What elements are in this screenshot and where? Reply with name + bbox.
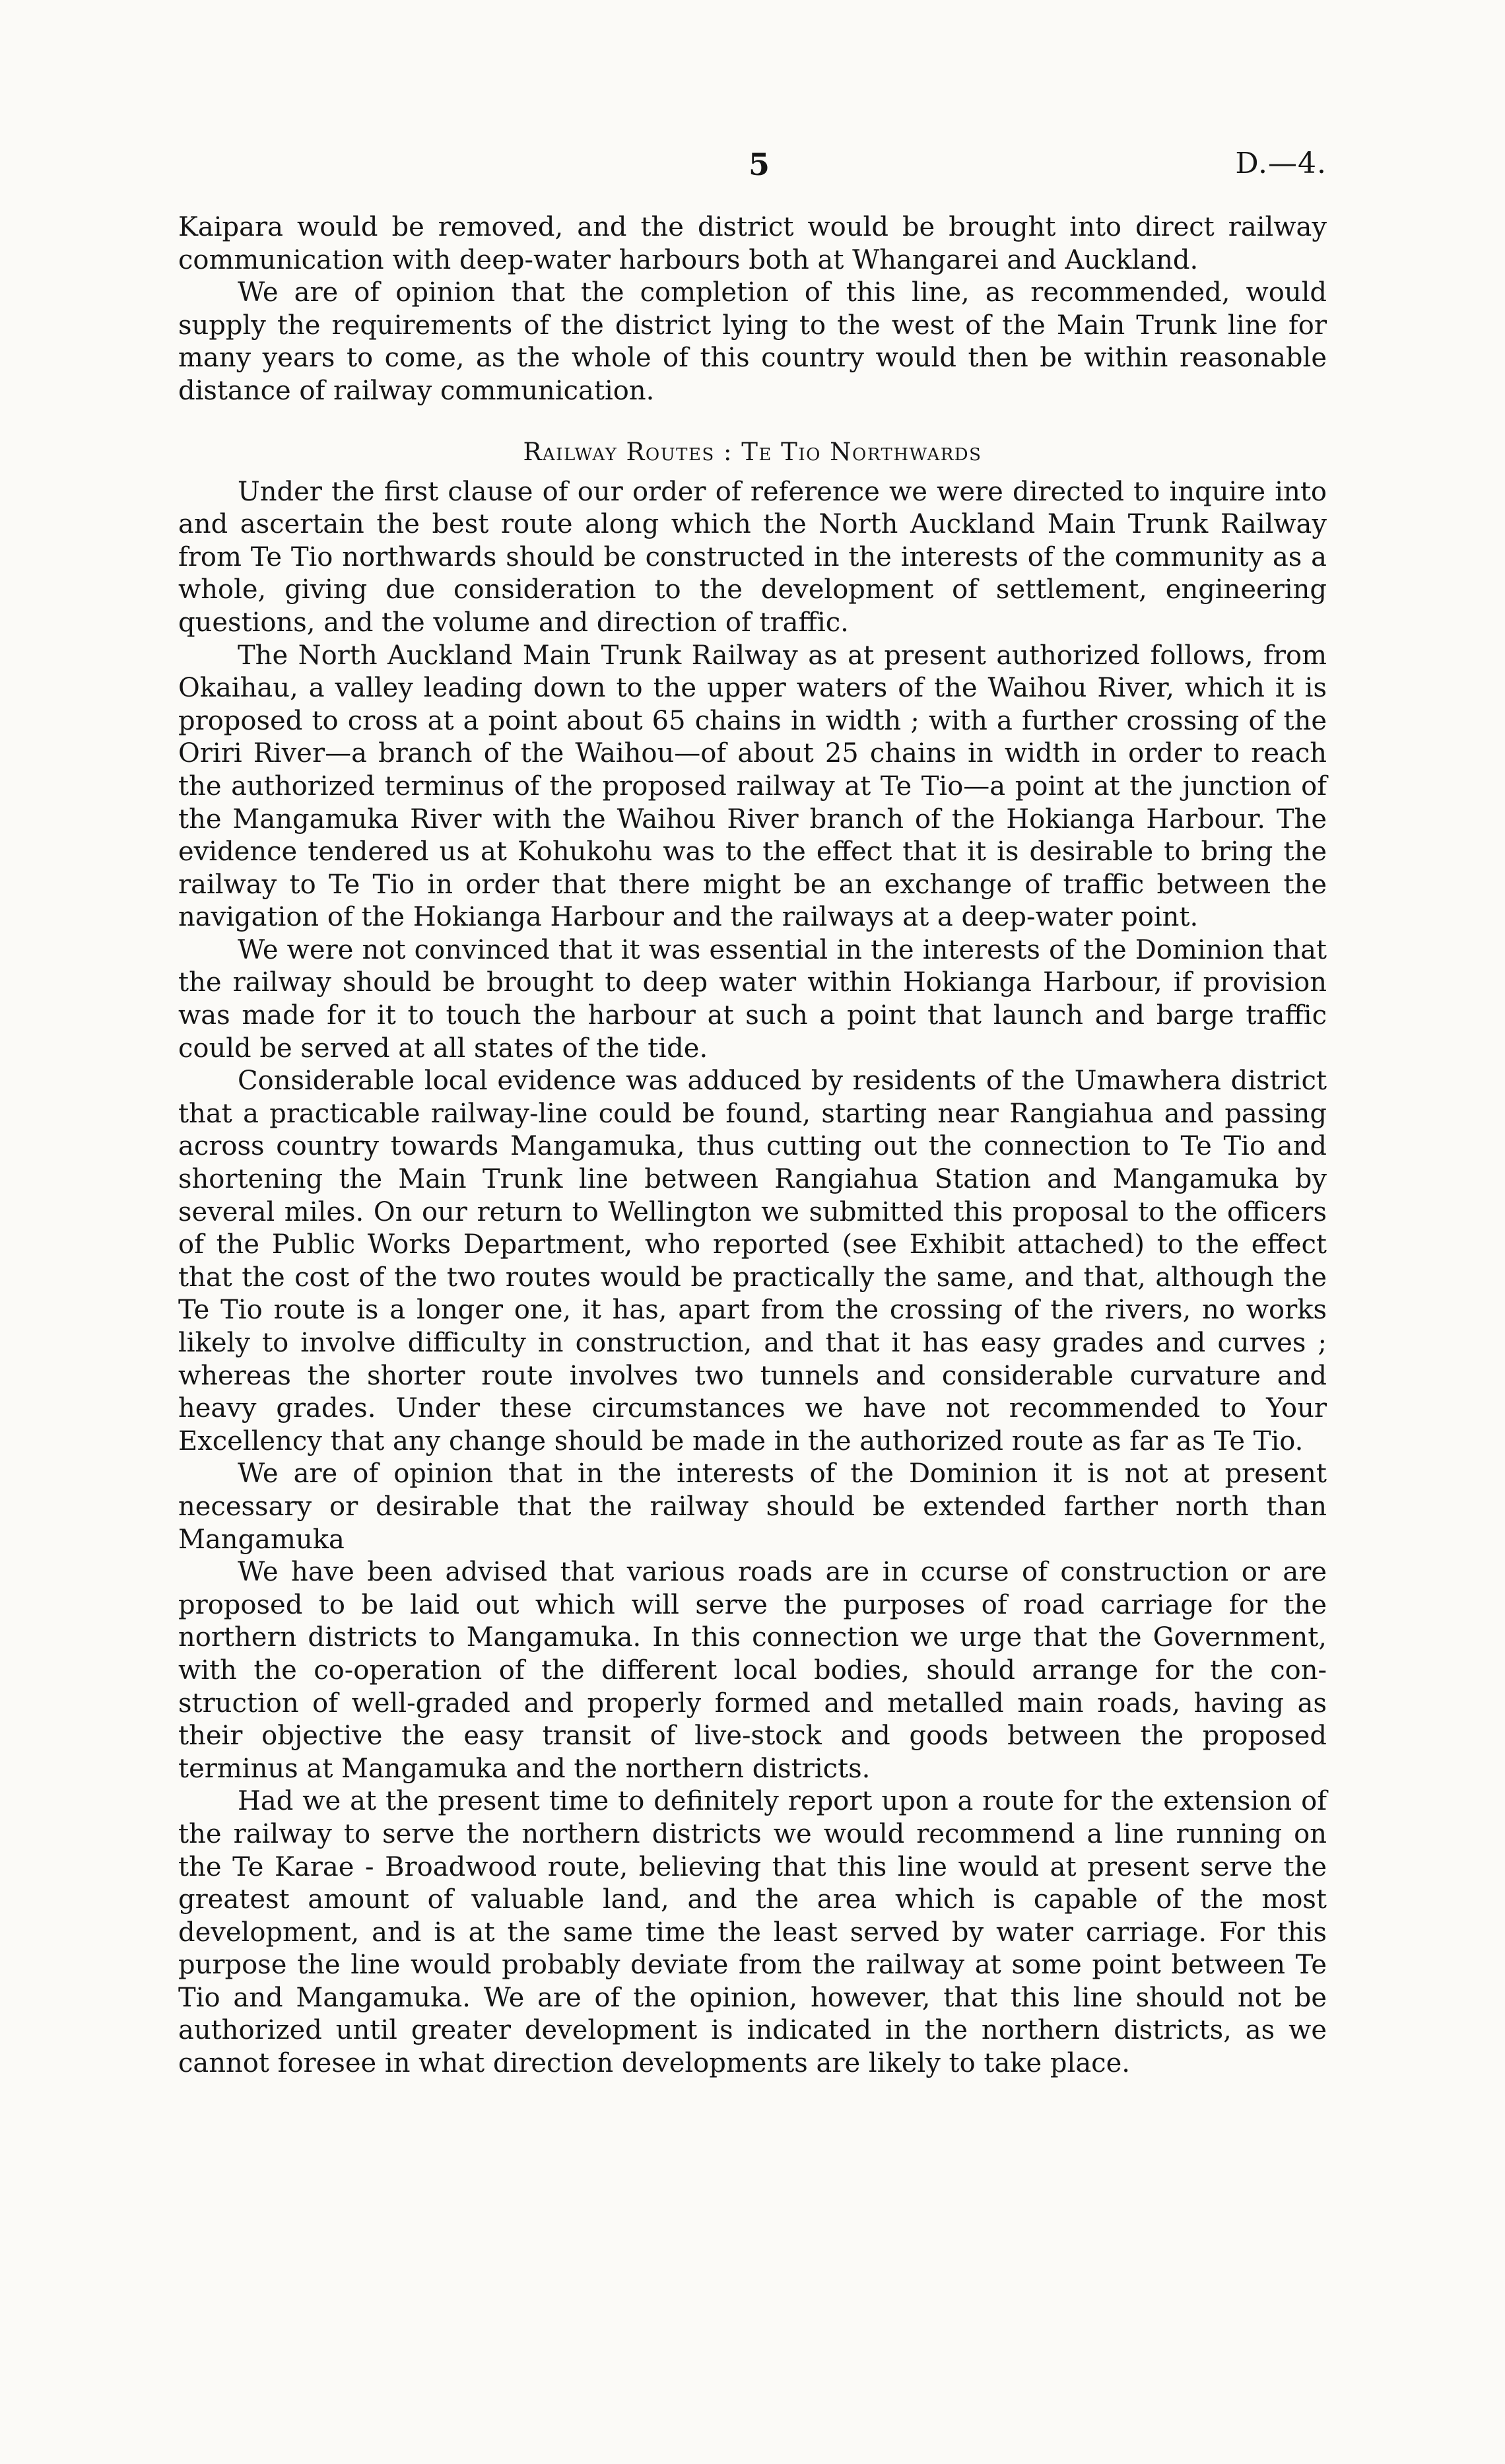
paragraph-deep-water: We were not convinced that it was essential in the interests of the Dominion that the railway should be brought to deep water within Hokianga Harbour, if provision was made for it to touch the harbour at such a point that launch and barge traffic could be served at all states of the tide.: [178, 934, 1327, 1064]
paragraph-roads: We have been advised that various roads are in ccurse of construction or are proposed to be laid out which will serve the purposes of road carriage for the northern districts to Mangamuka. In this connection we urge that the Government, with the co-operation of the different local bodies, should arrange for the construction of well-graded and properly formed and metalled main roads, having as their objective the easy transit of live-stock and goods between the proposed terminus at Mangamuka and the northern districts.: [178, 1557, 1327, 1784]
continuation-paragraph: Kaipara would be removed, and the district would be brought into direct railway communication with deep-water harbours both at Whangarei and Auckland.: [178, 212, 1327, 275]
paragraph-umawhera-evidence: Considerable local evidence was adduced by residents of the Umawhera district that a practicable railway-line could be found, starting near Rangiahua and passing across country towards Mangamuka, thus cutting out the connection to Te Tio and shortening the Main Trunk line between Rangiahua Station and Mangamuka by several miles. On our return to Wellington we submitted this proposal to the officers of the Public Works Department, who reported (see Exhibit attached) to the effect that the cost of the two routes would be practically the same, and that, although the Te Tio route is a longer one, it has, apart from the crossing of the rivers, no works likely to involve difficulty in construction, and that it has easy grades and curves ; whereas the shorter route involves two tunnels and considerable curvature and heavy grades. Under these circumstances we have not recommended to Your Excellency that any change should be made in the authorized route as far as Te Tio.: [178, 1066, 1327, 1456]
paragraph-future-route: Had we at the present time to definitely report upon a route for the extension of the railway to serve the northern districts we would recommend a line running on the Te Karae - Broadwood route, believing that this line would at present serve the greatest amount of valuable land, and the area which is capable of the most development, and is at the same time the least served by water carriage. For this purpose the line would probably deviate from the railway at some point between Te Tio and Mangamuka. We are of the opinion, however, that this line should not be authorized until greater development is indicated in the northern districts, as we cannot foresee in what direction developments are likely to take place.: [178, 1786, 1327, 2079]
paragraph-extension-opinion: We are of opinion that in the interests of the Dominion it is not at present necessary or desirable that the railway should be extended farther north than Mangamuka: [178, 1458, 1327, 1555]
paragraph-authorized-route: The North Auckland Main Trunk Railway as at present authorized follows, from Okaihau, a valley leading down to the upper waters of the Waihou River, which it is proposed to cross at a point about 65 chains in width ; with a further crossing of the Oriri River—a branch of the Waihou—of about 25 chains in width in order to reach the authorized terminus of the proposed railway at Te Tio—a point at the junction of the Mangamuka River with the Waihou River branch of the Hokianga Harbour. The evidence tendered us at Kohukohu was to the effect that it is desirable to bring the railway to Te Tio in order that there might be an exchange of traffic between the navigation of the Hokianga Harbour and the railways at a deep-water point.: [178, 640, 1327, 933]
body-text: [178, 211, 1327, 2080]
document-reference: D.—4.: [1235, 147, 1327, 180]
page-number: 5: [748, 147, 770, 182]
section-heading: Railway Routes : Te Tio Northwards: [523, 437, 982, 466]
paragraph-order-of-reference: Under the first clause of our order of reference we were directed to inquire into and ascertain the best route along which the North Auckland Main Trunk Railway from Te Tio northwards should be constructed in the interests of the community as a whole, giving due consideration to the development of settlement, engineering questions, and the volume and direction of traffic.: [178, 476, 1327, 638]
paragraph-main-trunk-requirements: We are of opinion that the completion of this line, as recommended, would supply the requirements of the district lying to the west of the Main Trunk line for many years to come, as the whole of this country would then be within reasonable distance of railway communication.: [178, 277, 1327, 406]
page-header: [178, 147, 1327, 186]
